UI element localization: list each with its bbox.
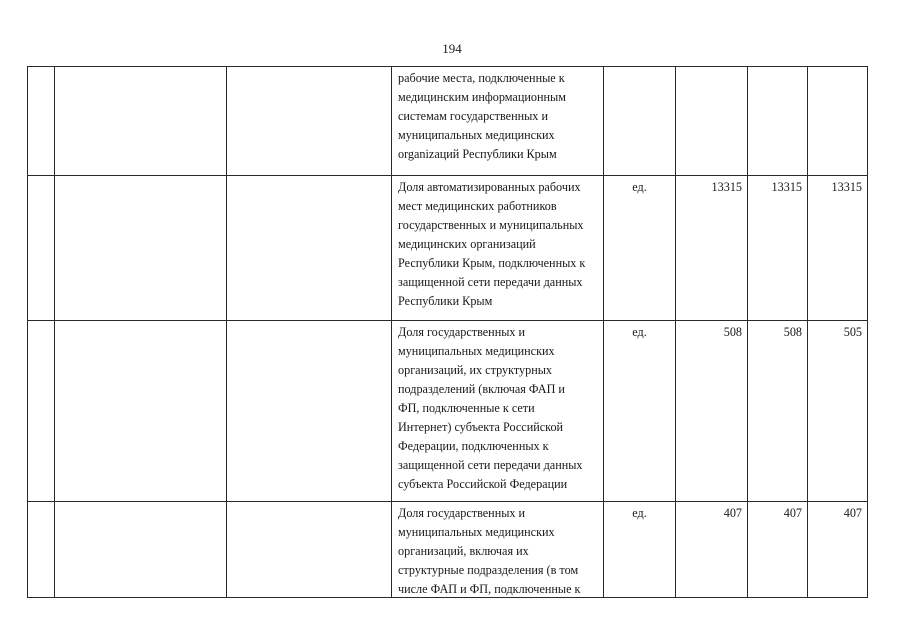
unit-cell xyxy=(604,321,676,502)
value-text: 505 xyxy=(843,325,862,339)
empty-cell xyxy=(227,502,392,598)
unit-text: ед. xyxy=(632,325,647,339)
number-cell xyxy=(28,321,55,502)
value-cell xyxy=(808,502,868,598)
value-text: 407 xyxy=(843,506,862,520)
empty-cell xyxy=(55,502,227,598)
value-cell xyxy=(676,321,748,502)
value-cell xyxy=(808,321,868,502)
value-cell xyxy=(676,502,748,598)
indicator-cell xyxy=(392,321,604,502)
value-cell xyxy=(676,67,748,176)
value-cell xyxy=(808,67,868,176)
indicator-text: Доля автоматизированных рабочих мест медицинских работников государственных и муниципальных медицинских организаций Республики Крым, подключенных к защищенной сети передачи данных Республики Крым xyxy=(398,180,586,308)
value-text: 13315 xyxy=(711,180,742,194)
value-cell xyxy=(676,176,748,321)
unit-text xyxy=(604,67,675,69)
indicator-text: Доля государственных и муниципальных медицинских организаций, их структурных подразделений (включая ФАП и ФП, подключенные к сети Интернет) субъекта Российской Федерации, подключенных к защищенной сети передачи данных субъекта Российской Федерации xyxy=(398,325,583,491)
value-cell xyxy=(748,321,808,502)
unit-text: ед. xyxy=(632,506,647,520)
unit-cell xyxy=(604,502,676,598)
value-text xyxy=(676,67,747,69)
value-text: 407 xyxy=(723,506,742,520)
value-text: 13315 xyxy=(771,180,802,194)
table-row xyxy=(28,321,868,502)
empty-cell xyxy=(227,176,392,321)
value-text xyxy=(808,67,867,69)
empty-cell xyxy=(55,67,227,176)
value-cell xyxy=(748,67,808,176)
number-cell xyxy=(28,67,55,176)
indicator-cell xyxy=(392,502,604,598)
empty-cell xyxy=(55,321,227,502)
table-row xyxy=(28,67,868,176)
number-cell xyxy=(28,176,55,321)
indicator-cell xyxy=(392,176,604,321)
unit-text: ед. xyxy=(632,180,647,194)
value-text: 13315 xyxy=(831,180,862,194)
indicator-text: рабочие места, подключенные к медицинским информационным системам государственных и муниципальных медицинских organizаций Республики Крым xyxy=(398,71,566,161)
value-text: 407 xyxy=(783,506,802,520)
empty-cell xyxy=(227,321,392,502)
empty-cell xyxy=(227,67,392,176)
indicator-text: Доля государственных и муниципальных медицинских организаций, включая их структурные подразделения (в том числе ФАП и ФП, подключенные к xyxy=(398,506,581,596)
unit-cell xyxy=(604,176,676,321)
value-cell xyxy=(748,176,808,321)
value-text: 508 xyxy=(783,325,802,339)
empty-cell xyxy=(55,176,227,321)
value-cell xyxy=(748,502,808,598)
value-text: 508 xyxy=(723,325,742,339)
indicators-table xyxy=(27,66,868,598)
number-cell xyxy=(28,502,55,598)
unit-cell xyxy=(604,67,676,176)
value-text xyxy=(748,67,807,69)
page-number: 194 xyxy=(442,41,462,56)
value-cell xyxy=(808,176,868,321)
table-row xyxy=(28,176,868,321)
indicator-cell xyxy=(392,67,604,176)
table-row xyxy=(28,502,868,598)
